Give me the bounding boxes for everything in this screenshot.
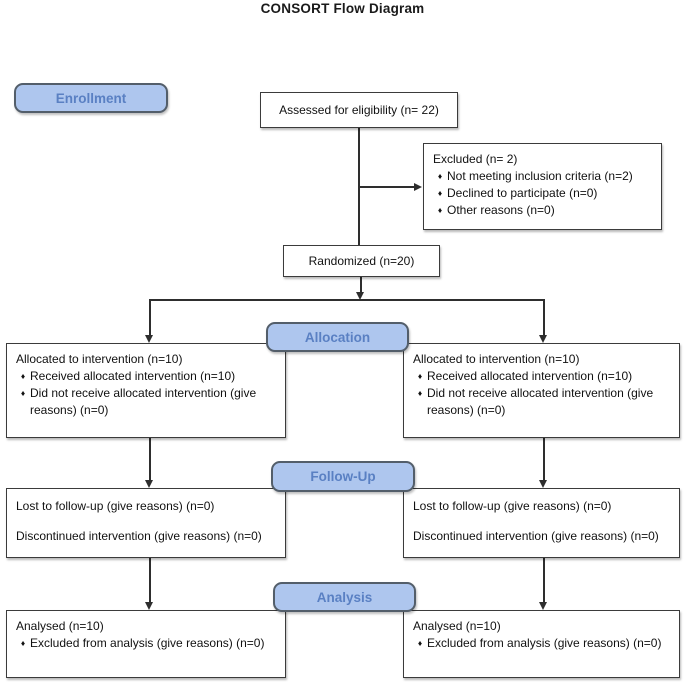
arrowhead-split-icon xyxy=(356,292,364,300)
allocation-right-bullet-2 xyxy=(413,385,670,419)
connector-alloc-followup-right xyxy=(543,438,545,481)
followup-left-line2: Discontinued intervention (give reasons) (n=0) xyxy=(16,529,262,543)
diamond-bullet-icon: ♦ xyxy=(437,188,443,198)
followup-right-line2: Discontinued intervention (give reasons) (n=0) xyxy=(413,529,659,543)
arrowhead-followup-left-icon xyxy=(145,480,153,488)
follow-up-badge: Follow-Up xyxy=(271,461,415,492)
diamond-bullet-icon: ♦ xyxy=(417,371,423,381)
connector-followup-analysis-left xyxy=(149,558,151,603)
diamond-bullet-icon: ♦ xyxy=(417,638,423,648)
excluded-bullet-2-text: Declined to participate (n=0) xyxy=(447,186,598,200)
analysis-left-bullet-1 xyxy=(16,635,276,652)
excluded-title: Excluded (n= 2) xyxy=(433,152,518,166)
allocation-left-bullet-2-text: Did not receive allocated intervention (give reasons) (n=0) xyxy=(30,386,257,417)
connector-followup-analysis-right xyxy=(543,558,545,603)
allocation-left-title: Allocated to intervention (n=10) xyxy=(16,352,183,366)
connector-alloc-followup-left xyxy=(149,438,151,481)
connector-split-right xyxy=(543,299,545,336)
allocation-right-bullet-1-text: Received allocated intervention (n=10) xyxy=(427,369,633,383)
enrollment-badge: Enrollment xyxy=(14,83,168,113)
connector-to-excluded xyxy=(358,186,416,188)
arrowhead-allocation-right-icon xyxy=(539,335,547,343)
analysis-right-title: Analysed (n=10) xyxy=(413,619,501,633)
diamond-bullet-icon: ♦ xyxy=(20,371,26,381)
arrowhead-analysis-left-icon xyxy=(145,602,153,610)
allocation-left-bullet-2 xyxy=(16,385,276,419)
diamond-bullet-icon: ♦ xyxy=(437,205,443,215)
excluded-bullet-1 xyxy=(433,168,652,185)
randomized-box xyxy=(283,245,440,277)
excluded-bullet-1-text: Not meeting inclusion criteria (n=2) xyxy=(447,169,633,183)
excluded-box xyxy=(423,143,662,230)
allocation-right-bullet-1 xyxy=(413,368,670,385)
randomized-text: Randomized (n=20) xyxy=(308,253,415,268)
followup-left-box xyxy=(6,488,286,558)
analysis-left-title: Analysed (n=10) xyxy=(16,619,104,633)
analysis-right-box xyxy=(403,610,680,678)
connector-split-horizontal xyxy=(149,299,544,301)
connector-randomized-split xyxy=(360,277,362,293)
arrowhead-allocation-left-icon xyxy=(145,335,153,343)
followup-right-line1: Lost to follow-up (give reasons) (n=0) xyxy=(413,499,612,513)
arrowhead-analysis-right-icon xyxy=(539,602,547,610)
arrowhead-followup-right-icon xyxy=(539,480,547,488)
analysis-right-bullet-1-text: Excluded from analysis (give reasons) (n=0) xyxy=(427,636,662,650)
analysis-badge: Analysis xyxy=(273,582,416,612)
allocation-badge: Allocation xyxy=(266,322,409,352)
allocation-left-box xyxy=(6,343,286,438)
followup-right-box xyxy=(403,488,680,558)
analysis-right-bullet-1 xyxy=(413,635,670,652)
allocation-right-title: Allocated to intervention (n=10) xyxy=(413,352,580,366)
assessed-eligibility-text: Assessed for eligibility (n= 22) xyxy=(279,102,439,117)
excluded-bullet-2 xyxy=(433,185,652,202)
diagram-title: CONSORT Flow Diagram xyxy=(260,1,425,16)
excluded-bullet-3-text: Other reasons (n=0) xyxy=(447,203,555,217)
analysis-left-box xyxy=(6,610,286,678)
connector-split-left xyxy=(149,299,151,336)
allocation-left-bullet-1 xyxy=(16,368,276,385)
assessed-eligibility-box xyxy=(260,92,458,128)
diamond-bullet-icon: ♦ xyxy=(417,388,423,398)
excluded-bullet-3 xyxy=(433,202,652,219)
diamond-bullet-icon: ♦ xyxy=(20,388,26,398)
analysis-left-bullet-1-text: Excluded from analysis (give reasons) (n=0) xyxy=(30,636,265,650)
arrowhead-to-excluded-icon xyxy=(414,183,422,191)
allocation-left-bullet-1-text: Received allocated intervention (n=10) xyxy=(30,369,236,383)
followup-left-line1: Lost to follow-up (give reasons) (n=0) xyxy=(16,499,215,513)
allocation-right-box xyxy=(403,343,680,438)
diamond-bullet-icon: ♦ xyxy=(20,638,26,648)
allocation-right-bullet-2-text: Did not receive allocated intervention (give reasons) (n=0) xyxy=(427,386,654,417)
diamond-bullet-icon: ♦ xyxy=(437,171,443,181)
